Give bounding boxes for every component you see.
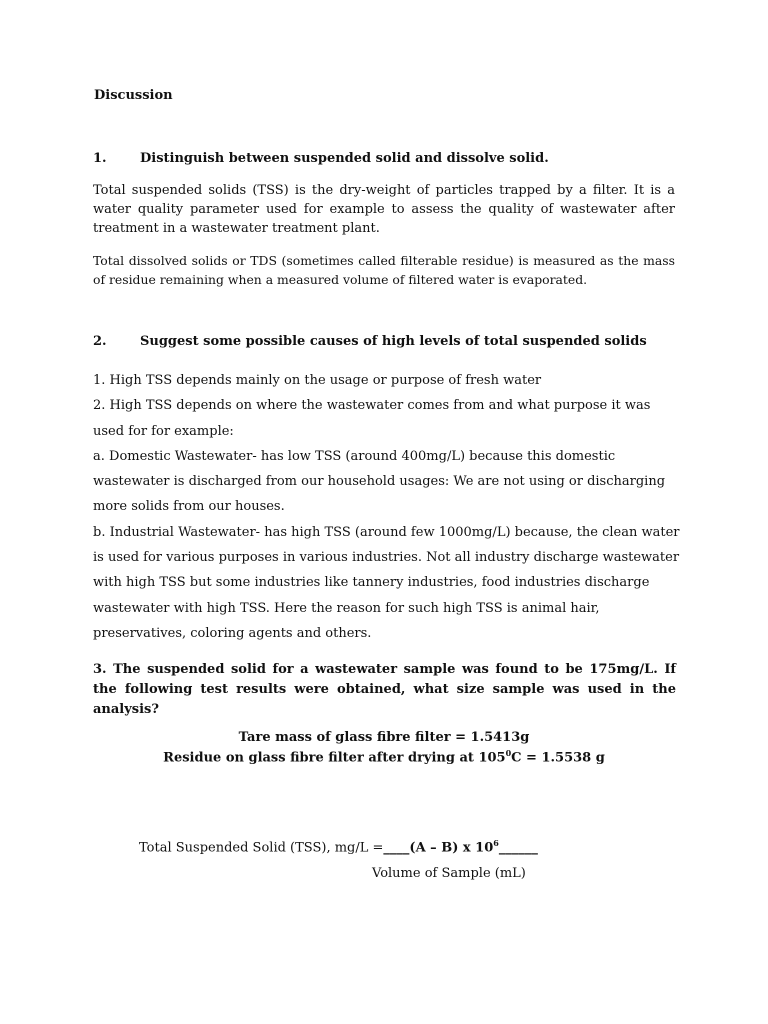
q2-item-a: a. Domestic Wastewater- has low TSS (around 400mg/L) because this domestic wastewater is discharged from our household usages: We are not using or discharging more solids from our houses. (93, 448, 666, 515)
q2-title: Suggest some possible causes of high levels of total suspended solids (140, 334, 647, 349)
formula-numerator: ____(A – B) x 10 (383, 840, 494, 856)
residue-prefix: Residue on glass fibre filter after drying at 105 (163, 750, 506, 766)
q2-answer-list (93, 368, 683, 646)
tare-mass-line: Tare mass of glass fibre filter = 1.5413g (238, 730, 530, 745)
residue-suffix: C = 1.5538 g (511, 750, 605, 766)
q2-number: 2. (93, 334, 107, 349)
degree-superscript: 0 (505, 748, 512, 758)
formula-label: Total Suspended Solid (TSS), mg/L = (139, 840, 384, 856)
residue-line (0, 748, 768, 765)
formula-exponent: 6 (493, 838, 499, 848)
q1-paragraph-tss: Total suspended solids (TSS) is the dry-weight of particles trapped by a filter. It is a water quality parameter used for example to assess the quality of wastewater after treatment in a wastewater treatment plant. (93, 183, 675, 236)
q2-item-2: 2. High TSS depends on where the wastewater comes from and what purpose it was used for for example: (93, 398, 651, 439)
tss-formula-numerator-line (139, 838, 538, 855)
q1-number: 1. (93, 151, 107, 166)
q1-title: Distinguish between suspended solid and dissolve solid. (140, 151, 549, 166)
formula-numerator-tail: ______ (498, 840, 538, 856)
q3-text: 3. The suspended solid for a wastewater sample was found to be 175mg/L. If the following test results were obtained, what size sample was used in the analysis? (93, 662, 676, 717)
q2-item-b: b. Industrial Wastewater- has high TSS (around few 1000mg/L) because, the clean water is used for various purposes in various industries. Not all industry discharge wastewater with high TSS but some industries like tannery industries, food industries discharge wastewater with high TSS. Here the reason for such high TSS is animal hair, preservatives, coloring agents and others. (93, 524, 680, 641)
q1-paragraph-tds: Total dissolved solids or TDS (sometimes called filterable residue) is measured as the mass of residue remaining when a measured volume of filtered water is evaporated. (93, 253, 675, 287)
formula-denominator: Volume of Sample (mL) (372, 866, 526, 881)
q2-item-1: 1. High TSS depends mainly on the usage or purpose of fresh water (93, 373, 542, 388)
discussion-heading: Discussion (94, 88, 173, 103)
